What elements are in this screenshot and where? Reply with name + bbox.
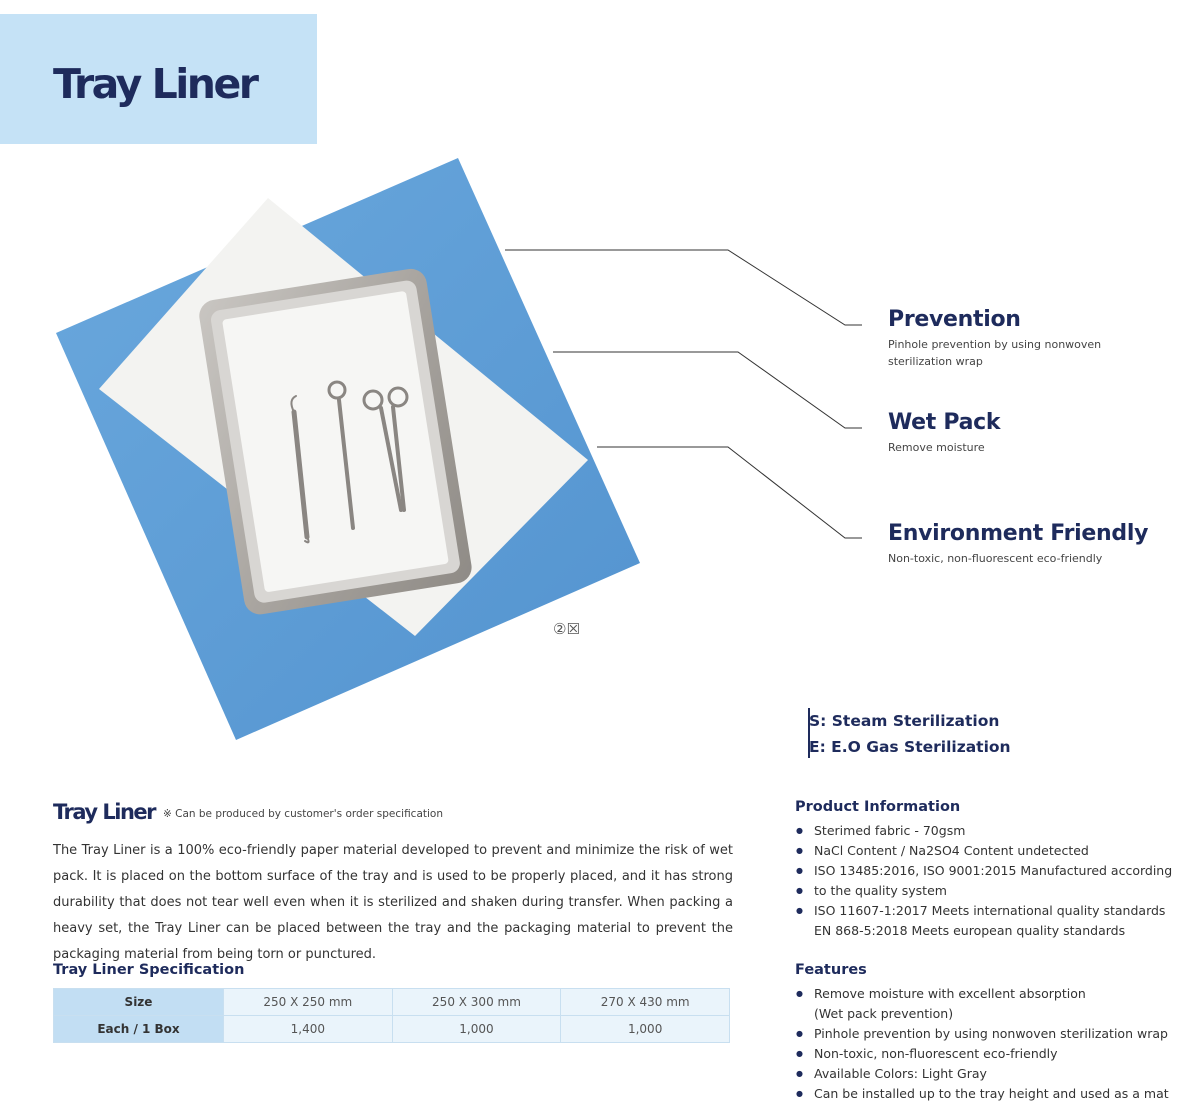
feature-title: Wet Pack — [888, 410, 1001, 435]
table-cell: 250 X 250 mm — [224, 989, 393, 1016]
features-list — [795, 984, 1185, 1104]
table-row — [54, 1016, 730, 1043]
steel-tray — [197, 267, 474, 617]
list-item: ● Non-toxic, non-fluorescent eco-friendly — [795, 1044, 1185, 1064]
list-item: ● Remove moisture with excellent absorption — [795, 984, 1185, 1004]
list-item: ● Can be installed up to the tray height and used as a mat — [795, 1084, 1185, 1104]
feature-wet-pack — [888, 411, 1108, 456]
feature-title: Environment Friendly — [888, 521, 1149, 546]
product-information — [795, 799, 1185, 941]
feature-title: Prevention — [888, 307, 1021, 332]
sterilization-legend — [808, 708, 1011, 758]
title-banner — [0, 14, 317, 144]
product-photo — [50, 150, 650, 750]
table-row — [54, 989, 730, 1016]
legend-eo-gas: E: E.O Gas Sterilization — [809, 738, 1011, 756]
spec-title: Tray Liner Specification — [53, 962, 245, 978]
spec-table — [53, 988, 730, 1043]
list-item: ● NaCl Content / Na2SO4 Content undetected — [795, 841, 1185, 861]
list-item: ● ISO 11607-1:2017 Meets international quality standards — [795, 901, 1185, 921]
features-title: Features — [795, 962, 867, 978]
feature-desc: Pinhole prevention by using nonwoven sterilization wrap — [888, 338, 1102, 369]
section-title: Tray Liner — [53, 800, 156, 824]
symbol-marks: ②☒ — [553, 620, 580, 638]
list-item: ● Pinhole prevention by using nonwoven sterilization wrap — [795, 1024, 1185, 1044]
product-info-list — [795, 821, 1185, 941]
feature-environment — [888, 522, 1148, 567]
page-title: Tray Liner — [53, 60, 257, 108]
feature-prevention — [888, 308, 1108, 370]
table-cell: 1,000 — [561, 1016, 730, 1043]
legend-steam: S: Steam Sterilization — [809, 712, 1000, 730]
product-info-title: Product Information — [795, 799, 961, 815]
table-cell: 1,000 — [392, 1016, 561, 1043]
table-cell: 250 X 300 mm — [392, 989, 561, 1016]
section-note: ※ Can be produced by customer's order specification — [163, 808, 443, 820]
product-description: The Tray Liner is a 100% eco-friendly paper material developed to prevent and minimize the risk of wet pack. It is placed on the bottom surface of the tray and is used to be properly placed, and it has strong durability that does not tear well even when it is sterilized and shaken during transfer. When packing a heavy set, the Tray Liner can be placed between the tray and the packaging material to prevent the packaging material from being torn or punctured. — [53, 843, 733, 962]
list-item: (Wet pack prevention) — [814, 1006, 954, 1021]
list-item: EN 868-5:2018 Meets european quality standards — [814, 923, 1126, 938]
table-cell: 270 X 430 mm — [561, 989, 730, 1016]
table-cell: 1,400 — [224, 1016, 393, 1043]
feature-desc: Non-toxic, non-fluorescent eco-friendly — [888, 552, 1103, 566]
list-item: ● Sterimed fabric - 70gsm — [795, 821, 1185, 841]
features-section — [795, 962, 1185, 1104]
list-item: ● ISO 13485:2016, ISO 9001:2015 Manufactured according — [795, 861, 1185, 881]
list-item: ● Available Colors: Light Gray — [795, 1064, 1185, 1084]
table-row-header: Size — [54, 989, 224, 1016]
table-row-header: Each / 1 Box — [54, 1016, 224, 1043]
list-item: ● to the quality system — [795, 881, 1185, 901]
feature-desc: Remove moisture — [888, 441, 985, 455]
